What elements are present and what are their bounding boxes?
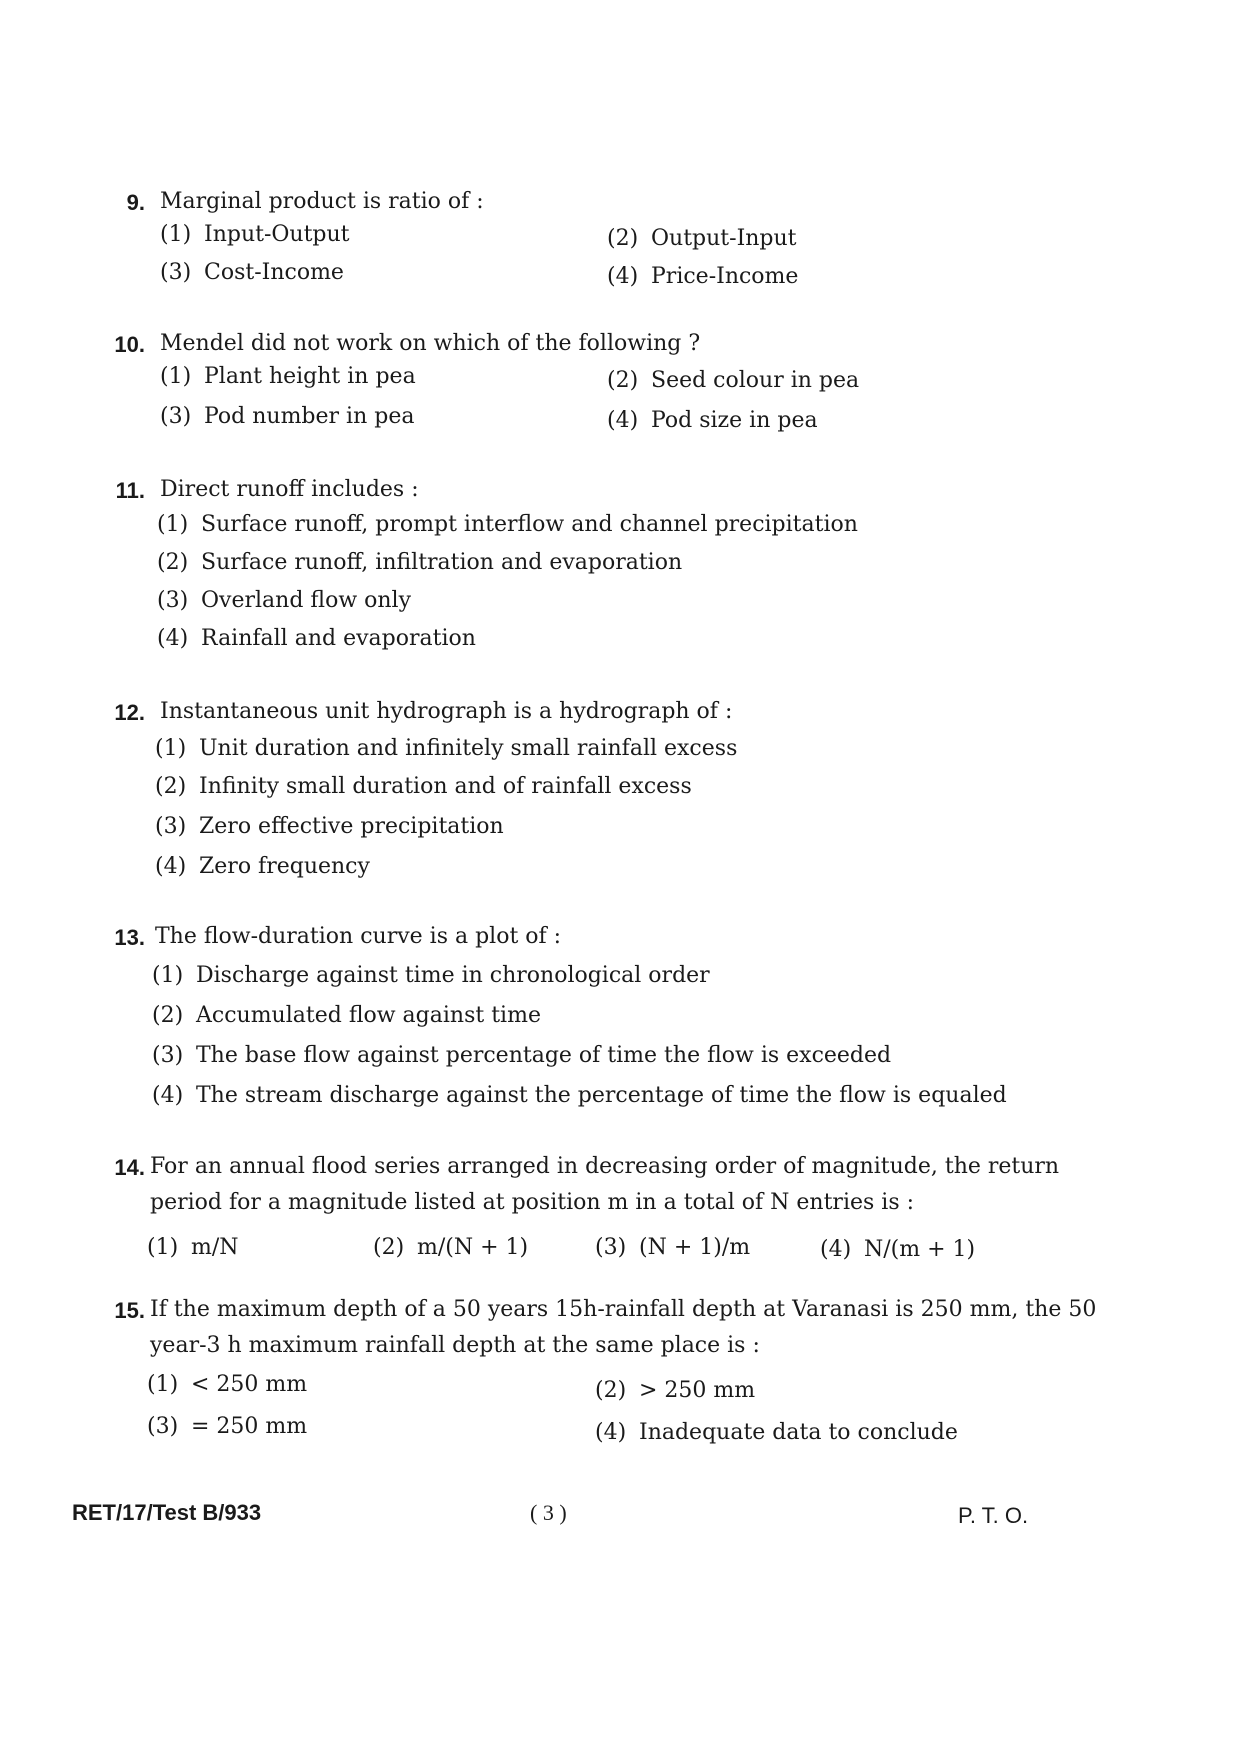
option-2: (2) Seed colour in pea bbox=[607, 368, 860, 393]
question-text: Marginal product is ratio of : bbox=[160, 189, 484, 214]
option-1: (1) < 250 mm bbox=[147, 1372, 308, 1397]
option-4: (4) N/(m + 1) bbox=[820, 1237, 976, 1262]
option-4: (4) Pod size in pea bbox=[607, 408, 818, 433]
option-4: (4) The stream discharge against the percentage of time the flow is equaled bbox=[152, 1083, 1007, 1108]
question-text: If the maximum depth of a 50 years 15h-rainfall depth at Varanasi is 250 mm, the 50 year-3 h maximum rainfall depth at the same place is : bbox=[150, 1297, 1097, 1358]
option-2: (2) Surface runoff, infiltration and evaporation bbox=[157, 550, 683, 575]
option-1: (1) m/N bbox=[147, 1235, 239, 1260]
question-text: Direct runoff includes : bbox=[160, 477, 419, 502]
paper-code: RET/17/Test B/933 bbox=[72, 1500, 262, 1525]
option-3: (3) Cost-Income bbox=[160, 260, 344, 285]
option-4: (4) Zero frequency bbox=[155, 854, 370, 879]
option-4: (4) Inadequate data to conclude bbox=[595, 1420, 958, 1445]
option-2: (2) Infinity small duration and of rainfall excess bbox=[155, 774, 692, 799]
question-text: The flow-duration curve is a plot of : bbox=[155, 924, 562, 949]
option-1: (1) Plant height in pea bbox=[160, 364, 416, 389]
option-3: (3) Overland flow only bbox=[157, 588, 412, 613]
option-3: (3) (N + 1)/m bbox=[595, 1235, 751, 1260]
question-text: For an annual flood series arranged in decreasing order of magnitude, the return period for a magnitude listed at position m in a total of N entries is : bbox=[150, 1154, 1060, 1215]
question-number: 14. bbox=[114, 1155, 145, 1180]
option-2: (2) > 250 mm bbox=[595, 1378, 756, 1403]
option-4: (4) Price-Income bbox=[607, 264, 799, 289]
option-1: (1) Discharge against time in chronological order bbox=[152, 963, 710, 988]
question-number: 10. bbox=[114, 332, 145, 357]
option-1: (1) Unit duration and infinitely small rainfall excess bbox=[155, 736, 738, 761]
question-text: Mendel did not work on which of the following ? bbox=[160, 331, 701, 356]
question-number: 15. bbox=[114, 1298, 145, 1323]
option-1: (1) Input-Output bbox=[160, 222, 350, 247]
question-number: 11. bbox=[115, 478, 145, 503]
question-number: 13. bbox=[114, 925, 145, 950]
option-2: (2) Accumulated flow against time bbox=[152, 1003, 541, 1028]
question-number: 12. bbox=[114, 700, 145, 725]
question-text: Instantaneous unit hydrograph is a hydrograph of : bbox=[160, 699, 733, 724]
question-number: 9. bbox=[126, 190, 145, 215]
option-3: (3) The base flow against percentage of time the flow is exceeded bbox=[152, 1043, 892, 1068]
please-turn-over: P. T. O. bbox=[958, 1503, 1029, 1528]
option-3: (3) = 250 mm bbox=[147, 1414, 308, 1439]
page-number: ( 3 ) bbox=[530, 1500, 567, 1525]
option-3: (3) Pod number in pea bbox=[160, 404, 415, 429]
option-3: (3) Zero effective precipitation bbox=[155, 814, 504, 839]
option-1: (1) Surface runoff, prompt interflow and channel precipitation bbox=[157, 512, 858, 537]
option-2: (2) Output-Input bbox=[607, 226, 797, 251]
option-2: (2) m/(N + 1) bbox=[373, 1235, 529, 1260]
option-4: (4) Rainfall and evaporation bbox=[157, 626, 476, 651]
